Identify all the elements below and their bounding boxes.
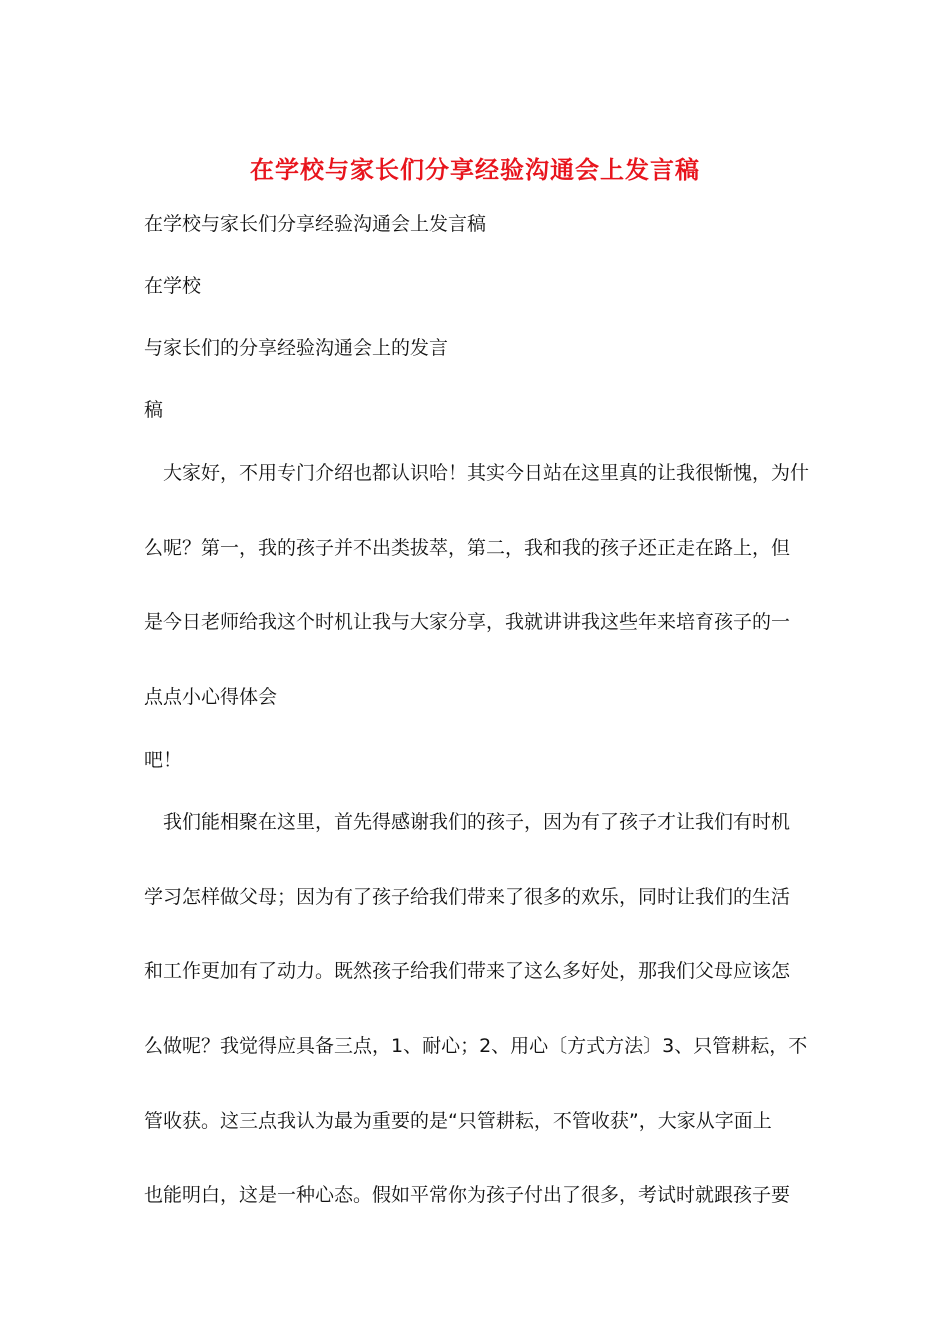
text-line: 点点小心得体会	[144, 686, 278, 708]
text-line: 和工作更加有了动力。既然孩子给我们带来了这么多好处，那我们父母应该怎	[144, 960, 791, 982]
text-line: 么做呢？我觉得应具备三点，1、耐心；2、用心〔方式方法〕3、只管耕耘，不	[144, 1035, 808, 1057]
text-line: 是今日老师给我这个时机让我与大家分享，我就讲讲我这些年来培育孩子的一	[144, 611, 791, 633]
text-line: 学习怎样做父母；因为有了孩子给我们带来了很多的欢乐，同时让我们的生活	[144, 886, 791, 908]
text-line: 大家好，不用专门介绍也都认识哈！其实今日站在这里真的让我很惭愧，为什	[144, 462, 810, 484]
text-line: 吧！	[144, 749, 183, 771]
text-line: 管收获。这三点我认为最为重要的是“只管耕耘，不管收获”，大家从字面上	[144, 1110, 772, 1132]
text-line: 稿	[144, 399, 164, 421]
document-title: 在学校与家长们分享经验沟通会上发言稿	[250, 155, 700, 184]
text-line: 也能明白，这是一种心态。假如平常你为孩子付出了很多，考试时就跟孩子要	[144, 1184, 791, 1206]
text-line: 在学校	[144, 275, 202, 297]
text-line: 么呢？第一，我的孩子并不出类拔萃，第二，我和我的孩子还正走在路上，但	[144, 537, 791, 559]
text-line: 在学校与家长们分享经验沟通会上发言稿	[144, 213, 487, 235]
text-line: 与家长们的分享经验沟通会上的发言	[144, 337, 449, 359]
text-line: 我们能相聚在这里，首先得感谢我们的孩子，因为有了孩子才让我们有时机	[144, 811, 791, 833]
